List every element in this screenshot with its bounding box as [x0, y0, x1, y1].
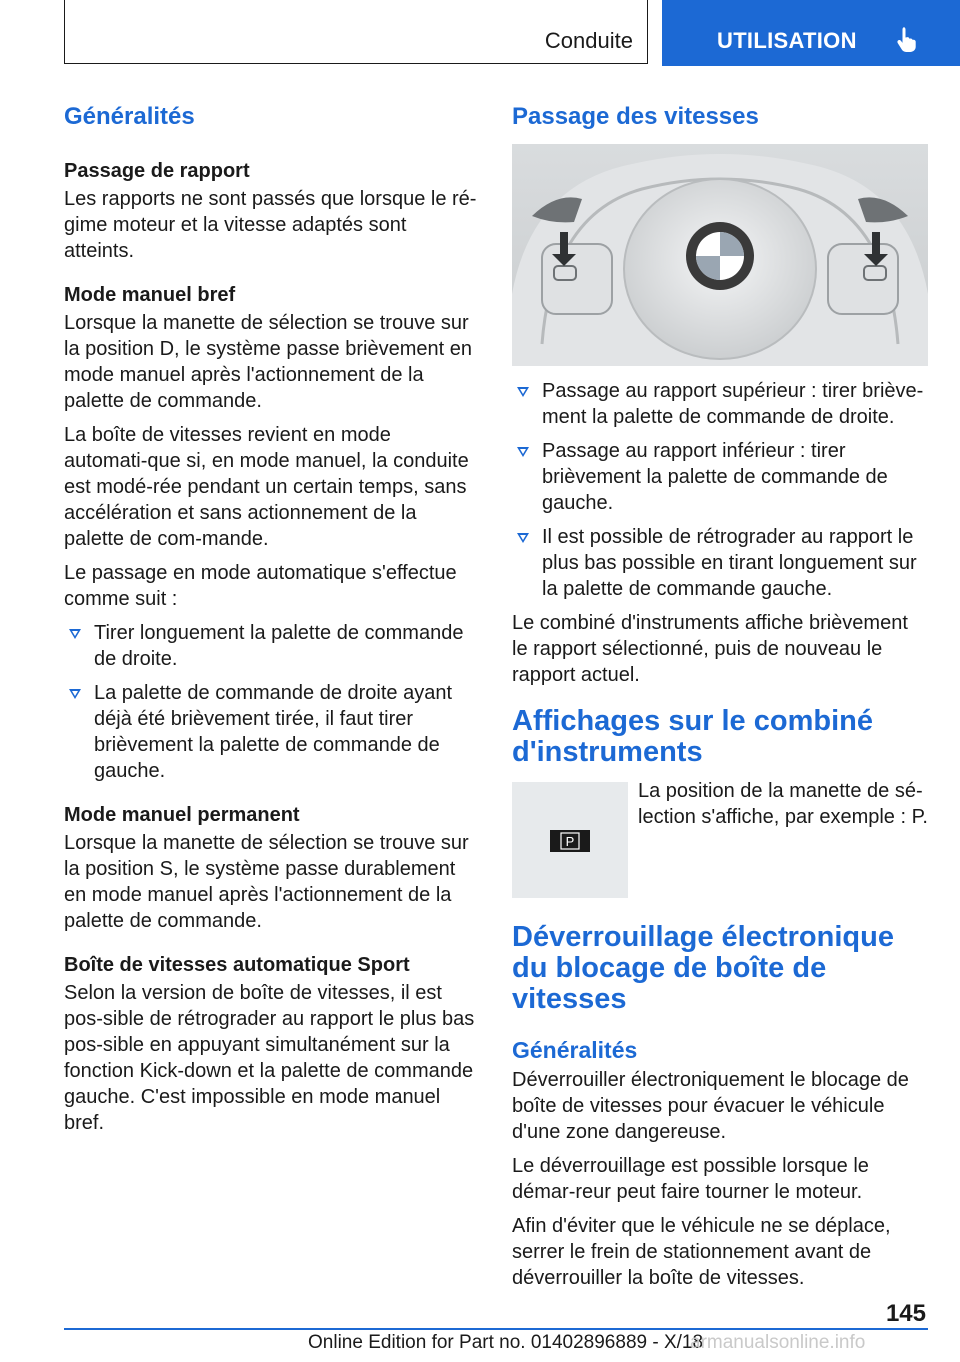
instrument-display-image: [512, 782, 628, 898]
list-passage-vitesses: [512, 378, 928, 602]
heading-sport: Boîte de vitesses automatique Sport: [64, 954, 410, 976]
bullet-triangle-icon: [517, 533, 529, 543]
page-number: 145: [885, 1300, 926, 1327]
header-chapter-tab: [662, 0, 960, 66]
heading-mode-bref: Mode manuel bref: [64, 284, 236, 306]
text-deverrouillage-1: Déverrouiller électroniquement le blocage de boîte de vitesses pour évacuer le véhicule d'une zone dangereuse.: [512, 1069, 909, 1143]
list-item-text: Passage au rapport supérieur : tirer briève-ment la palette de commande de droite.: [542, 380, 924, 428]
bullet-triangle-icon: [69, 629, 81, 639]
list-item: [512, 524, 928, 602]
footer-divider: [64, 1328, 928, 1330]
text-passage-rapport: Les rapports ne sont passés que lorsque le ré-gime moteur et la vitesse adaptés sont atteints.: [64, 188, 477, 262]
list-item: [512, 438, 928, 516]
list-item-text: Tirer longuement la palette de commande de droite.: [94, 622, 464, 670]
text-deverrouillage-3: Afin d'éviter que le véhicule ne se déplace, serrer le frein de stationnement avant de déverrouiller la boîte de vitesses.: [512, 1215, 891, 1289]
display-block: [512, 778, 928, 900]
text-deverrouillage-2: Le déverrouillage est possible lorsque le démar-reur peut faire tourner le moteur.: [512, 1155, 869, 1203]
steering-wheel-image: [512, 144, 928, 366]
bullet-triangle-icon: [69, 689, 81, 699]
text-mode-bref-3: Le passage en mode automatique s'effectue comme suit :: [64, 562, 457, 610]
header-chapter-label: UTILISATION: [717, 28, 857, 53]
list-item: [512, 378, 928, 430]
list-item-text: La palette de commande de droite ayant déjà été brièvement tirée, il faut tirer brièvement la palette de commande de gauche.: [94, 682, 453, 782]
list-item-text: Passage au rapport inférieur : tirer brièvement la palette de commande de gauche.: [542, 440, 888, 514]
text-mode-bref-1: Lorsque la manette de sélection se trouve sur la position D, le système passe brièvement en mode manuel après l'actionnement de la palette de commande.: [64, 312, 472, 412]
section-title-generalites: Généralités: [64, 103, 195, 130]
section-title-affichages: Affichages sur le combiné d'instruments: [512, 705, 873, 768]
footer-edition: Online Edition for Part no. 01402896889 - X/18: [308, 1332, 704, 1353]
bullet-triangle-icon: [517, 387, 529, 397]
header-section-label: Conduite: [544, 28, 633, 53]
footer-watermark: armanualsonline.info: [690, 1332, 866, 1353]
subsection-title-generalites: Généralités: [512, 1037, 638, 1063]
list-item: [64, 620, 478, 672]
heading-passage-rapport: Passage de rapport: [64, 160, 250, 182]
text-affichages: La position de la manette de sé-lection s'affiche, par exemple : P.: [638, 780, 928, 828]
list-item-text: Il est possible de rétrograder au rapport le plus bas possible en tirant longuement sur la palette de commande gauche.: [542, 526, 917, 600]
section-title-passage-vitesses: Passage des vitesses: [512, 103, 759, 130]
left-column: [64, 98, 478, 1144]
heading-mode-permanent: Mode manuel permanent: [64, 804, 300, 826]
list-item: [64, 680, 478, 784]
gear-letter: P: [565, 834, 575, 849]
right-column: [512, 98, 928, 1299]
gear-indicator-graphic: [512, 782, 628, 898]
section-title-deverrouillage: Déverrouillage électronique du blocage de boîte de vitesses: [512, 921, 894, 1015]
text-passage-vitesses: Le combiné d'instruments affiche brièvement le rapport sélectionné, puis de nouveau le rapport actuel.: [512, 612, 908, 686]
bullet-triangle-icon: [517, 447, 529, 457]
text-mode-bref-2: La boîte de vitesses revient en mode automati-que si, en mode manuel, la conduite est modé-rée pendant un certain temps, sans accélération et sans actionnement de la palette de com-mande.: [64, 424, 469, 550]
header-section-box: [64, 0, 648, 64]
text-sport: Selon la version de boîte de vitesses, il est pos-sible de rétrograder au rapport le plus bas pos-sible en appuyant simultanément sur la fonction Kick-down et la palette de commande gauche. C'est impossible en mode manuel bref.: [64, 982, 475, 1134]
list-mode-bref: [64, 620, 478, 784]
text-mode-permanent: Lorsque la manette de sélection se trouve sur la position S, le système passe durablement en mode manuel après l'actionnement de la palette de commande.: [64, 832, 469, 932]
pointing-hand-icon: [894, 24, 924, 54]
